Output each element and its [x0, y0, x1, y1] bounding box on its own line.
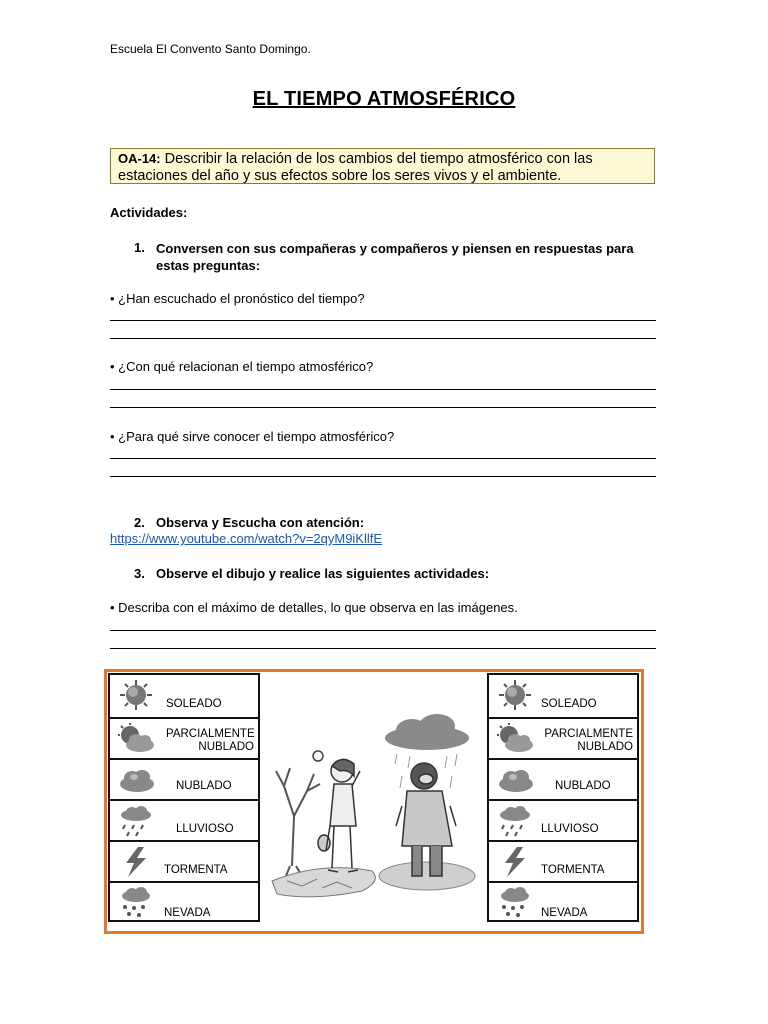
weather-column-right [487, 673, 639, 922]
activity-3-text: Observe el dibujo y realice las siguientes actividades: [156, 566, 490, 581]
weather-cell-sunny [108, 673, 260, 717]
answer-line[interactable] [110, 630, 656, 631]
weather-label: TORMENTA [541, 864, 605, 876]
weather-label: LLUVIOSO [541, 823, 599, 835]
school-name: Escuela El Convento Santo Domingo. [110, 42, 311, 56]
question-2: • ¿Con qué relacionan el tiempo atmosférico? [110, 359, 374, 374]
weather-label: NUBLADO [176, 780, 232, 792]
storm-icon [116, 846, 156, 878]
weather-label: LLUVIOSO [176, 823, 234, 835]
answer-line[interactable] [110, 338, 656, 339]
weather-label [541, 728, 633, 754]
objective-box [110, 148, 655, 184]
weather-label-line1: PARCIALMENTE [166, 728, 255, 740]
activity-1-number: 1. [134, 240, 145, 255]
weather-label: NEVADA [541, 907, 588, 919]
weather-cell-partly-cloudy [487, 717, 639, 758]
weather-label: NUBLADO [555, 780, 611, 792]
answer-line[interactable] [110, 648, 656, 649]
question-1: • ¿Han escuchado el pronóstico del tiempo? [110, 291, 365, 306]
weather-cell-partly-cloudy [108, 717, 260, 758]
weather-cell-storm [108, 840, 260, 881]
weather-cell-rainy [487, 799, 639, 840]
answer-line[interactable] [110, 476, 656, 477]
weather-cell-rainy [108, 799, 260, 840]
activities-label: Actividades: [110, 205, 188, 220]
cloud-icon [116, 764, 156, 796]
activity-3-number: 3. [134, 566, 145, 581]
answer-line[interactable] [110, 389, 656, 390]
sun-icon [495, 679, 535, 711]
weather-label: TORMENTA [164, 864, 228, 876]
rain-icon [116, 805, 156, 837]
weather-label: SOLEADO [166, 698, 222, 710]
weather-label: NEVADA [164, 907, 211, 919]
weather-cell-storm [487, 840, 639, 881]
weather-label-line2: NUBLADO [577, 741, 633, 753]
girl-illustration [318, 759, 360, 872]
weather-label [166, 728, 254, 754]
weather-label: SOLEADO [541, 698, 597, 710]
weather-cell-snow [487, 881, 639, 922]
answer-line[interactable] [110, 320, 656, 321]
weather-cell-cloudy [108, 758, 260, 799]
partly-cloudy-icon [495, 723, 535, 755]
weather-column-left [108, 673, 260, 922]
weather-illustration [262, 676, 487, 930]
tree-illustration [276, 768, 320, 876]
answer-line[interactable] [110, 407, 656, 408]
sun-icon [116, 679, 156, 711]
weather-cell-sunny [487, 673, 639, 717]
activity-3-instruction: • Describa con el máximo de detalles, lo que observa en las imágenes. [110, 600, 518, 615]
video-link[interactable]: https://www.youtube.com/watch?v=2qyM9iKllfE [110, 531, 383, 546]
partly-cloudy-icon [116, 723, 156, 755]
objective-code: OA-14: [118, 151, 161, 166]
snow-icon [495, 887, 535, 919]
weather-cell-cloudy [487, 758, 639, 799]
weather-label-line2: NUBLADO [198, 741, 254, 753]
weather-cell-snow [108, 881, 260, 922]
storm-icon [495, 846, 535, 878]
boy-illustration [396, 763, 456, 876]
activity-1-text: Conversen con sus compañeras y compañeros y piensen en respuestas para estas preguntas: [156, 241, 634, 273]
objective-text: Describir la relación de los cambios del tiempo atmosférico con las estaciones del año y sus efectos sobre los seres vivos y el ambiente. [118, 151, 593, 184]
snow-icon [116, 887, 156, 919]
weather-label-line1: PARCIALMENTE [544, 728, 633, 740]
page-title: EL TIEMPO ATMOSFÉRICO [252, 88, 516, 110]
sun-outline-illustration [313, 751, 323, 761]
rain-icon [495, 805, 535, 837]
cloud-icon [495, 764, 535, 796]
activity-2-text: Observa y Escucha con atención: [156, 515, 365, 530]
activity-2-number: 2. [134, 515, 145, 530]
answer-line[interactable] [110, 458, 656, 459]
question-3: • ¿Para qué sirve conocer el tiempo atmosférico? [110, 429, 395, 444]
